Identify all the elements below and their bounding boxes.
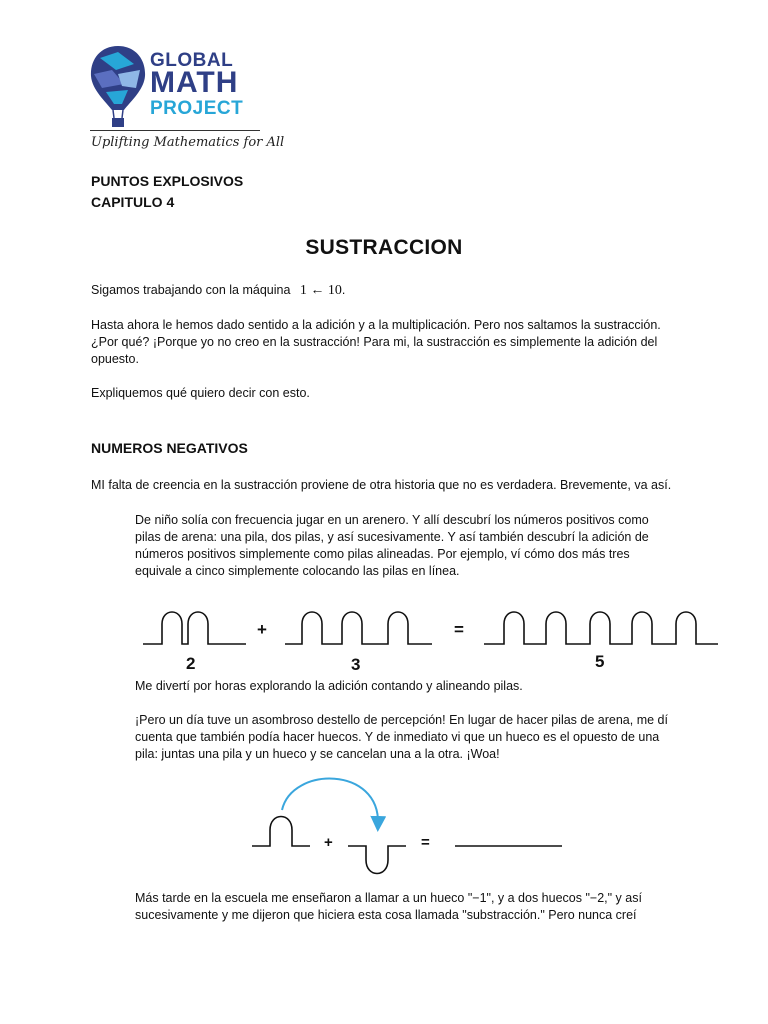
intro-machine-line (91, 282, 345, 299)
intro-paragraph-line-1: Hasta ahora le hemos dado sentido a la adición y a la multiplicación. Pero nos saltamos la sustracción. (91, 318, 661, 332)
logo-text-math: MATH (150, 66, 239, 99)
label-five: 5 (595, 652, 605, 671)
intro-paragraph-line-3: opuesto. (91, 352, 139, 366)
quote-4-line-1: Más tarde en la escuela me enseñaron a llamar a un hueco "−1", y a dos huecos "−2," y así (135, 891, 642, 905)
five-piles-line (484, 612, 718, 644)
single-pile-line (252, 817, 310, 847)
piles-addition-diagram (130, 600, 730, 652)
page-title: SUSTRACCION (305, 236, 463, 259)
logo-text-project: PROJECT (150, 98, 244, 119)
intro-paragraph-2: Expliquemos qué quiero decir con esto. (91, 386, 310, 400)
series-title: PUNTOS EXPLOSIVOS (91, 173, 244, 189)
equals-sign: = (454, 620, 464, 639)
label-three: 3 (351, 655, 361, 674)
logo-divider (90, 130, 260, 131)
pile-hole-cancel-diagram (240, 768, 580, 880)
quote-1-line-1: De niño solía con frecuencia jugar en un arenero. Y allí descubrí los números positivos como (135, 513, 649, 527)
quote-1-line-3: números positivos simplemente como pilas alineadas. Por ejemplo, ví cómo dos más tres (135, 547, 630, 561)
two-piles-line (143, 612, 246, 644)
plus-sign: + (257, 620, 267, 639)
intro-machine-end: . (341, 283, 346, 297)
curved-arrow-icon (282, 779, 378, 824)
three-piles-line (285, 612, 432, 644)
logo-text-global: GLOBAL (150, 50, 234, 71)
quote-1-line-4: equivale a cinco simplemente colocando las pilas en línea. (135, 564, 460, 578)
quote-3-line-1: ¡Pero un día tuve un asombroso destello de percepción! En lugar de hacer pilas de arena, me dí (135, 713, 668, 727)
machine-formula: 1 ← 10 (299, 283, 342, 298)
chapter-title: CAPITULO 4 (91, 194, 175, 210)
equals-sign-2: = (421, 834, 430, 851)
single-hole-line (348, 846, 406, 874)
section-heading: NUMEROS NEGATIVOS (91, 440, 248, 456)
intro-machine-text: Sigamos trabajando con la máquina (91, 283, 291, 297)
quote-3-line-3: pila: juntas una pila y un hueco y se cancelan una a la otra. ¡Woa! (135, 747, 500, 761)
logo-tagline: Uplifting Mathematics for All (91, 135, 285, 150)
quote-2: Me divertí por horas explorando la adición contando y alineando pilas. (135, 679, 523, 693)
label-two: 2 (186, 654, 196, 673)
intro-paragraph-line-2: ¿Por qué? ¡Porque yo no creo en la sustracción! Para mi, la sustracción es simplemente la adición del (91, 335, 658, 349)
quote-4-line-2: sucesivamente y me dijeron que hiciera esta cosa llamada "substracción." Pero nunca creí (135, 908, 637, 922)
section-paragraph: MI falta de creencia en la sustracción proviene de otra historia que no es verdadera. Brevemente, va así. (91, 478, 672, 492)
quote-3-line-2: cuenta que también podía hacer huecos. Y de inmediato vi que un hueco es el opuesto de una (135, 730, 660, 744)
quote-1-line-2: pilas de arena: una pila, dos pilas, y así sucesivamente. Y así también descubrí la adición de (135, 530, 649, 544)
global-math-project-logo (88, 44, 285, 156)
hot-air-balloon-icon (88, 44, 148, 130)
plus-sign-2: + (324, 834, 333, 851)
